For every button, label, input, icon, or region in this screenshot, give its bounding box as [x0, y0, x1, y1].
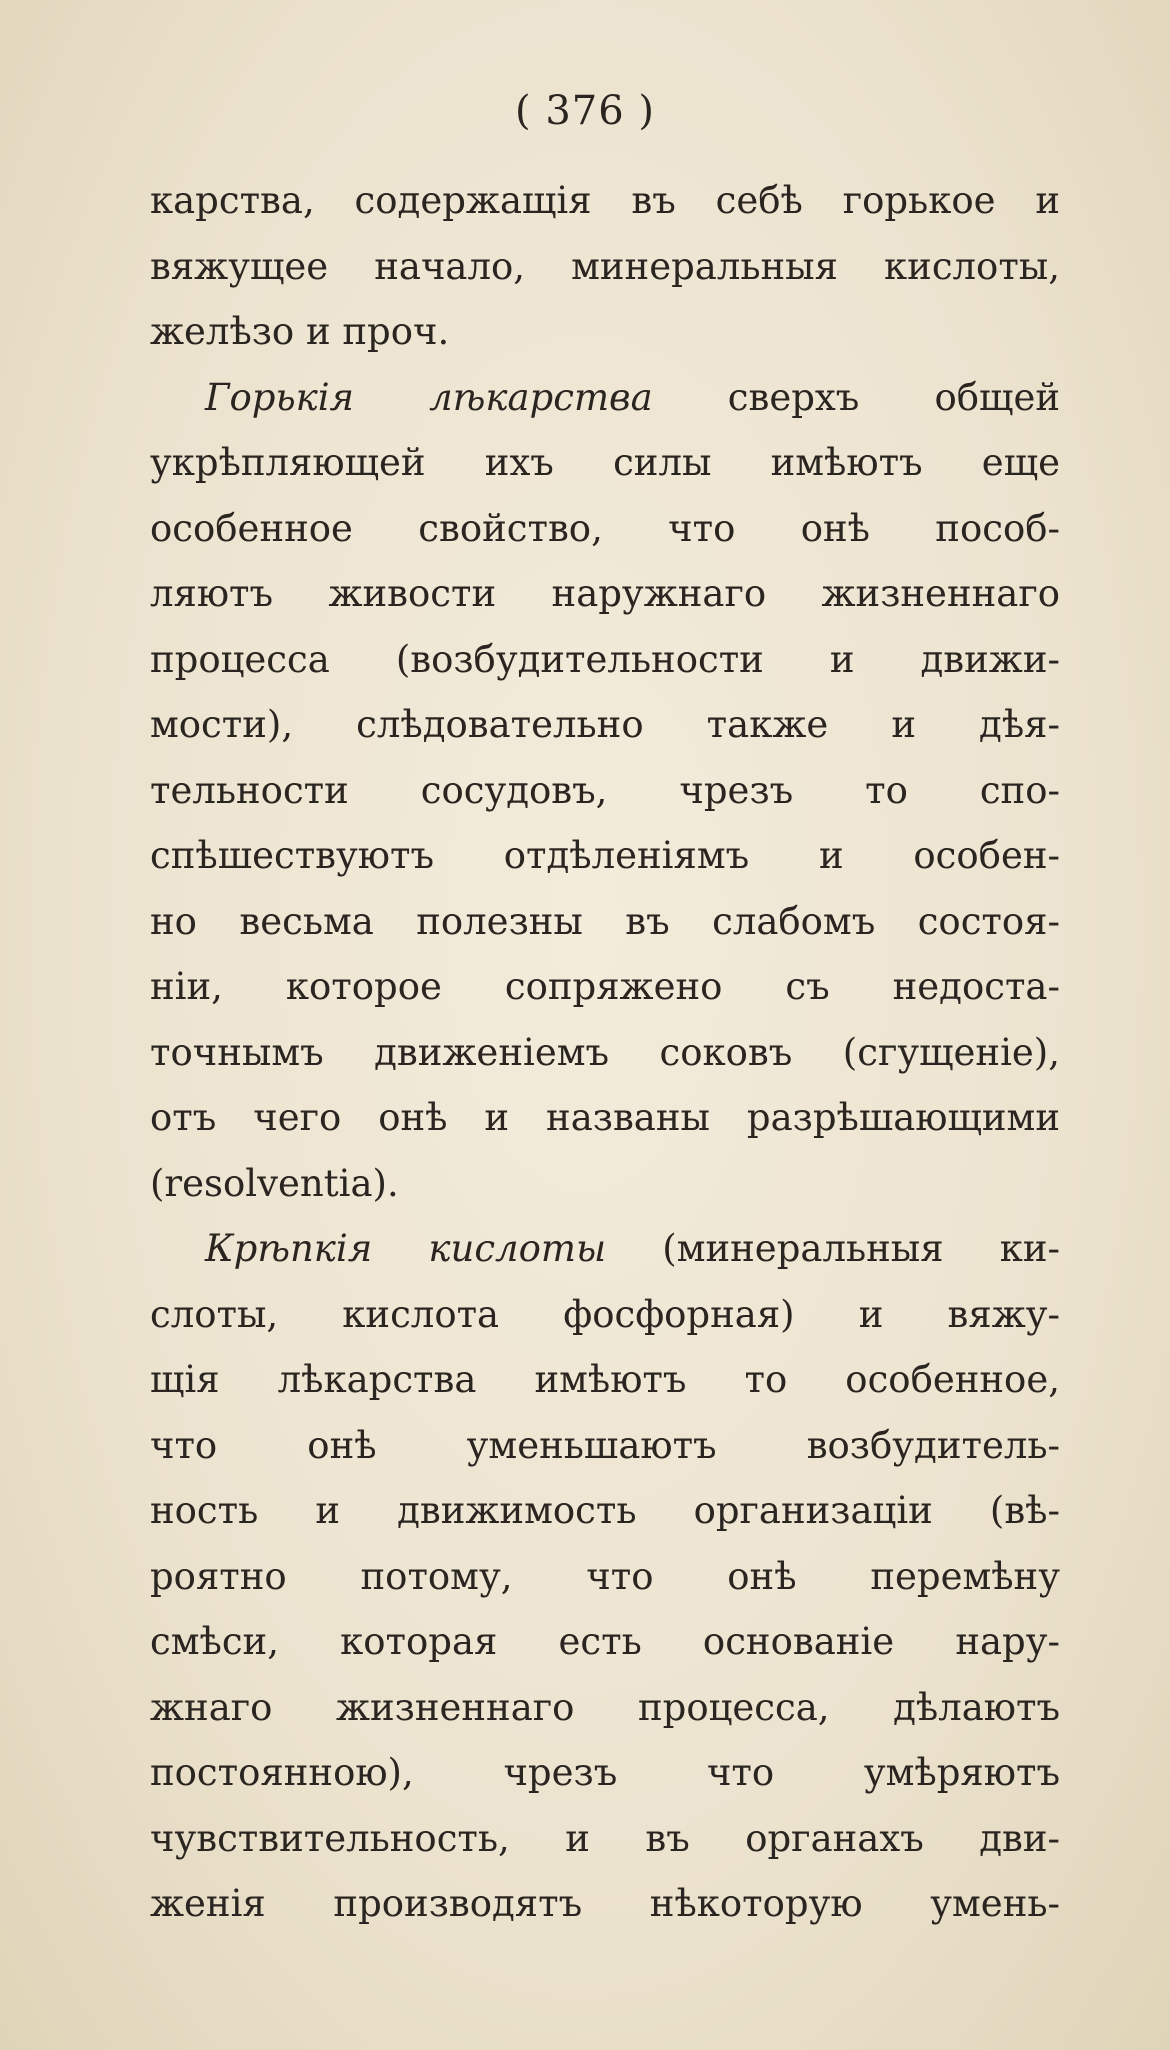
text-line: процесса (возбудительности и движи-: [150, 637, 1060, 681]
text-line: желѣзо и проч.: [150, 310, 450, 353]
text-line: отъ чего онѣ и названы разрѣшающими: [150, 1096, 1060, 1139]
text-line: слоты, кислота фосфорная) и вяжу-: [150, 1292, 1060, 1336]
text-fragment: сверхъ общей: [727, 375, 1060, 419]
text-line: карства, содержащія въ себѣ горькое и: [150, 179, 1060, 222]
text-line: жнаго жизненнаго процесса, дѣлаютъ: [150, 1685, 1060, 1729]
text-line: ніи, которое сопряжено съ недоста-: [150, 965, 1060, 1008]
page-number: ( 376 ): [515, 88, 655, 134]
text-line: особенное свойство, что онѣ пособ-: [150, 506, 1060, 550]
italic-term: Крѣпкія кислоты: [205, 1227, 607, 1270]
text-line: но весьма полезны въ слабомъ состоя-: [150, 899, 1060, 943]
text-line: постоянною), чрезъ что умѣряютъ: [150, 1751, 1060, 1794]
text-line: точнымъ движеніемъ соковъ (сгущеніе),: [150, 1030, 1060, 1074]
text-line: щія лѣкарства имѣютъ то особенное,: [150, 1358, 1060, 1401]
italic-term: Горькія лѣкарства: [205, 375, 653, 419]
text-line: ляютъ живости наружнаго жизненнаго: [150, 572, 1060, 615]
text-line: роятно потому, что онѣ перемѣну: [150, 1554, 1060, 1598]
text-fragment: (минеральныя ки-: [662, 1227, 1060, 1270]
body-text: [150, 168, 1060, 1937]
text-line: [150, 365, 1060, 431]
text-line: мости), слѣдовательно также и дѣя-: [150, 703, 1060, 746]
text-line: ность и движимость организаціи (вѣ-: [150, 1489, 1060, 1532]
text-line: что онѣ уменьшаютъ возбудитель-: [150, 1423, 1060, 1467]
text-line: (resolventia).: [150, 1161, 399, 1205]
text-line: вяжущее начало, минеральныя кислоты,: [150, 244, 1060, 288]
text-line: тельности сосудовъ, чрезъ то спо-: [150, 768, 1060, 812]
text-line: чувствительность, и въ органахъ дви-: [150, 1816, 1060, 1860]
text-line: укрѣпляющей ихъ силы имѣютъ еще: [150, 441, 1060, 484]
text-line: [150, 1216, 1060, 1282]
text-line: смѣси, которая есть основаніе нару-: [150, 1620, 1060, 1663]
text-line: спѣшествуютъ отдѣленіямъ и особен-: [150, 834, 1060, 877]
text-line: женія производятъ нѣкоторую умень-: [150, 1882, 1060, 1925]
